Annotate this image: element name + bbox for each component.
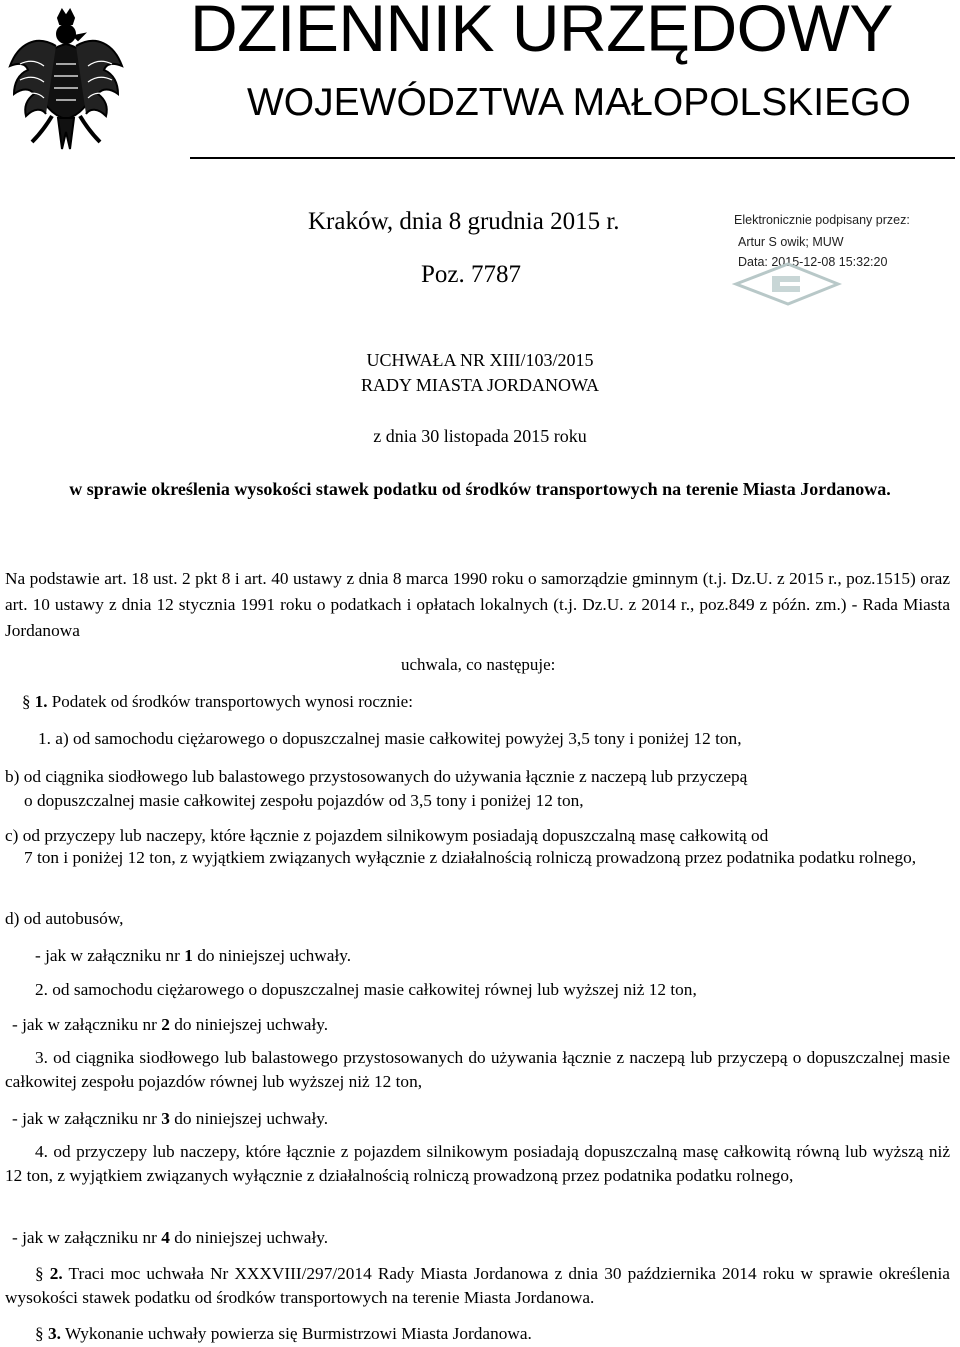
gazette-subtitle: WOJEWÓDZTWA MAŁOPOLSKIEGO — [247, 81, 911, 124]
resolution-date: z dnia 30 listopada 2015 roku — [373, 426, 587, 446]
signature-label: Elektronicznie podpisany przez: — [734, 213, 910, 227]
item-3: 3. od ciągnika siodłowego lub balastowego przystosowanych do używania łącznie z naczepą lub przyczepą o dopuszczalnej masie całkowitej zespołu pojazdów równej lub wyższej niż 12 ton, — [5, 1048, 950, 1091]
annex-reference-3: - jak w załączniku nr 3 do niniejszej uchwały. — [12, 1109, 329, 1128]
item-1b: b) od ciągnika siodłowego lub balastowego przystosowanych do używania łącznie z naczepą lub przyczepą — [5, 767, 748, 786]
resolution-subject: w sprawie określenia wysokości stawek podatku od środków transportowych na terenie Miasta Jordanowa. — [69, 479, 891, 499]
preamble: Na podstawie art. 18 ust. 2 pkt 8 i art. 40 ustawy z dnia 8 marca 1990 roku o samorządzie gminnym (t.j. Dz.U. z 2015 r., poz.1515) oraz art. 10 ustawy z dnia 12 stycznia 1991 roku o podatkach i opłatach lokalnych (t.j. Dz.U. z 2014 r., poz.849 z późn. zm.) - Rada Miasta Jordanowa — [5, 569, 950, 640]
e-signature-stamp-icon — [732, 258, 842, 308]
paragraph-number: 1. — [34, 692, 48, 711]
paragraph-1-heading — [22, 690, 413, 714]
polish-eagle-emblem-icon — [6, 4, 126, 154]
section-sign: § — [35, 1264, 44, 1283]
resolution-issuer: RADY MIASTA JORDANOWA — [361, 375, 599, 395]
paragraph-number: 3. — [47, 1324, 61, 1343]
annex-reference-1: - jak w załączniku nr 1 do niniejszej uchwały. — [35, 946, 352, 965]
section-sign: § — [22, 692, 31, 711]
place-date: Kraków, dnia 8 grudnia 2015 r. — [308, 208, 620, 235]
signature-signer: Artur S owik; MUW — [738, 235, 844, 249]
item-1d: d) od autobusów, — [5, 909, 124, 928]
paragraph-3 — [35, 1321, 532, 1347]
annex-reference-4: - jak w załączniku nr 4 do niniejszej uchwały. — [12, 1228, 329, 1247]
item-2: 2. od samochodu ciężarowego o dopuszczalnej masie całkowitej równej lub wyższej niż 12 ton, — [35, 980, 697, 999]
paragraph-text: Podatek od środków transportowych wynosi rocznie: — [51, 692, 413, 711]
item-1b-continuation: o dopuszczalnej masie całkowitej zespołu pojazdów od 3,5 tony i poniżej 12 ton, — [24, 791, 584, 810]
section-sign: § — [35, 1324, 44, 1343]
item-1c: c) od przyczepy lub naczepy, które łącznie z pojazdem silnikowym posiadają dopuszczalną masę całkowitą od — [5, 826, 769, 845]
annex-reference-2: - jak w załączniku nr 2 do niniejszej uchwały. — [12, 1015, 329, 1034]
item-1a: 1. a) od samochodu ciężarowego o dopuszczalnej masie całkowitej powyżej 3,5 tony i poniżej 12 ton, — [38, 729, 742, 748]
resolution-title: UCHWAŁA NR XIII/103/2015 — [366, 350, 594, 370]
header-rule — [190, 157, 955, 159]
item-4: 4. od przyczepy lub naczepy, które łącznie z pojazdem silnikowym posiadają dopuszczalną masę całkowitą równą lub wyższą niż 12 ton, z wyjątkiem związanych wyłącznie z działalnością rolniczą prowadzoną przez podatnika podatku rolnego, — [5, 1142, 950, 1185]
gazette-title: DZIENNIK URZĘDOWY — [190, 0, 893, 65]
paragraph-text: Wykonanie uchwały powierza się Burmistrzowi Miasta Jordanowa. — [64, 1324, 532, 1343]
position-number: Poz. 7787 — [421, 261, 521, 288]
paragraph-number: 2. — [49, 1264, 63, 1283]
signature-date: Data: 2015-12-08 15:32:20 — [738, 255, 888, 269]
item-1c-continuation: 7 ton i poniżej 12 ton, z wyjątkiem związanych wyłącznie z działalnością rolniczą prowadzoną przez podatnika podatku rolnego, — [24, 848, 917, 867]
paragraph-text: Traci moc uchwała Nr XXXVIII/297/2014 Rady Miasta Jordanowa z dnia 30 października 2014 roku w sprawie określenia wysokości stawek podatku od środków transportowych na terenie Miasta Jordanowa. — [5, 1264, 950, 1307]
decision-formula: uchwala, co następuje: — [401, 655, 556, 674]
paragraph-2 — [5, 1262, 950, 1310]
